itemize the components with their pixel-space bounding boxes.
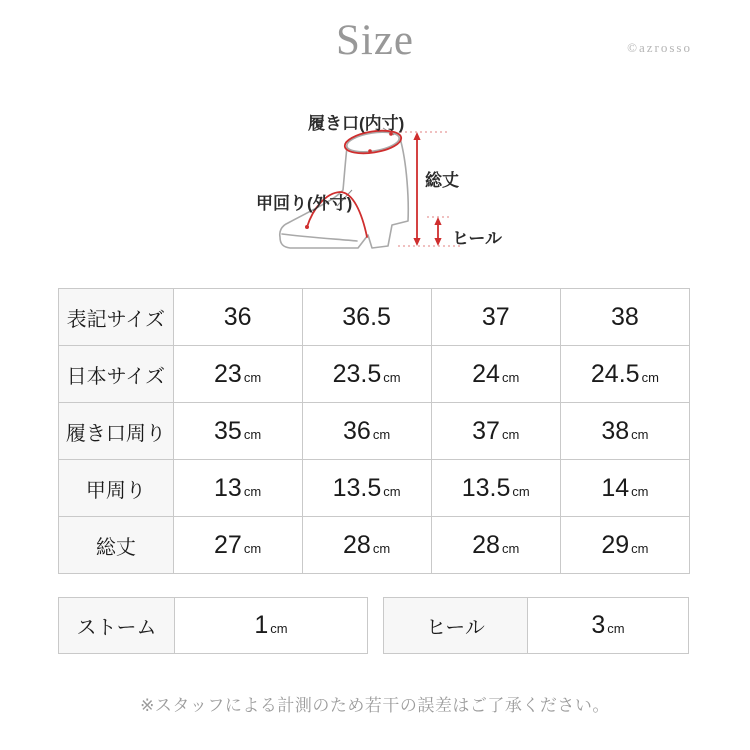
unit-label: cm [372, 540, 391, 556]
size-value-cell [173, 460, 302, 517]
size-value-cell [302, 289, 431, 346]
size-value-cell [431, 346, 560, 403]
value: 38 [601, 416, 630, 445]
value: 36 [343, 416, 371, 445]
table-row [384, 598, 689, 654]
size-value-cell [173, 403, 302, 460]
unit-label: cm [631, 540, 649, 556]
row-label: 履き口周り [59, 403, 174, 460]
value: 24 [472, 359, 500, 388]
table-row [59, 403, 690, 460]
value: 29 [601, 530, 630, 559]
unit-label: cm [383, 369, 401, 385]
boot-outline-icon [280, 129, 408, 248]
table-row [59, 289, 690, 346]
unit-label: cm [270, 621, 288, 636]
unit-label: cm [607, 621, 625, 636]
unit-label: cm [243, 369, 262, 385]
value: 13.5 [461, 473, 511, 502]
value: 13 [214, 473, 242, 502]
value: 27 [214, 530, 242, 559]
row-label: 日本サイズ [59, 346, 174, 403]
value: 36 [223, 302, 252, 331]
table-row [59, 460, 690, 517]
size-value-cell [173, 346, 302, 403]
boot-measurement-diagram [250, 105, 510, 265]
value: 28 [343, 530, 371, 559]
value: 3 [591, 611, 606, 639]
value: 1 [254, 611, 269, 639]
heel-spec-table [383, 597, 689, 654]
size-value-cell [560, 517, 689, 574]
total-length-label: 総丈 [425, 171, 459, 190]
unit-label: cm [243, 426, 262, 442]
size-value-cell [431, 403, 560, 460]
unit-label: cm [631, 426, 649, 442]
table-row [59, 517, 690, 574]
size-table [58, 288, 690, 574]
table-row [59, 346, 690, 403]
row-label: ストーム [59, 598, 175, 654]
row-label: ヒール [384, 598, 528, 654]
size-value-cell [173, 517, 302, 574]
value: 24.5 [590, 359, 640, 388]
instep-label: 甲回り(外寸) [256, 194, 353, 213]
size-value-cell [302, 460, 431, 517]
unit-label: cm [501, 369, 520, 385]
value: 28 [472, 530, 500, 559]
table-row [59, 598, 368, 654]
size-value-cell [302, 403, 431, 460]
value: 23.5 [332, 359, 382, 388]
size-value-cell [173, 289, 302, 346]
storm-spec-table [58, 597, 368, 654]
unit-label: cm [641, 369, 659, 385]
boot-diagram-svg [250, 105, 510, 265]
brand-credit: ©azrosso [627, 40, 692, 55]
unit-label: cm [512, 483, 530, 499]
size-value-cell [528, 598, 689, 654]
size-value-cell [560, 346, 689, 403]
unit-label: cm [501, 540, 520, 556]
unit-label: cm [383, 483, 401, 499]
page-title: Size [335, 17, 415, 64]
size-value-cell [431, 517, 560, 574]
value: 23 [214, 359, 242, 388]
row-label: 表記サイズ [59, 289, 174, 346]
value: 38 [611, 302, 639, 331]
value: 35 [214, 416, 242, 445]
unit-label: cm [501, 426, 520, 442]
measurement-disclaimer: ※スタッフによる計測のため若干の誤差はご了承ください。 [140, 696, 610, 715]
unit-label: cm [631, 483, 649, 499]
unit-label: cm [243, 483, 262, 499]
size-value-cell [560, 403, 689, 460]
size-value-cell [560, 289, 689, 346]
value: 37 [481, 302, 510, 331]
size-value-cell [560, 460, 689, 517]
size-value-cell [431, 460, 560, 517]
size-value-cell [431, 289, 560, 346]
value: 14 [601, 473, 630, 502]
heel-arrow [427, 217, 450, 246]
row-label: 甲周り [59, 460, 174, 517]
size-value-cell [302, 346, 431, 403]
value: 13.5 [332, 473, 382, 502]
row-label: 総丈 [59, 517, 174, 574]
value: 36.5 [342, 302, 391, 331]
size-value-cell [302, 517, 431, 574]
size-value-cell [175, 598, 368, 654]
heel-label: ヒール [452, 229, 502, 248]
opening-label: 履き口(内寸) [308, 114, 405, 133]
unit-label: cm [243, 540, 262, 556]
size-table-body [59, 289, 690, 574]
unit-label: cm [372, 426, 391, 442]
value: 37 [472, 416, 500, 445]
